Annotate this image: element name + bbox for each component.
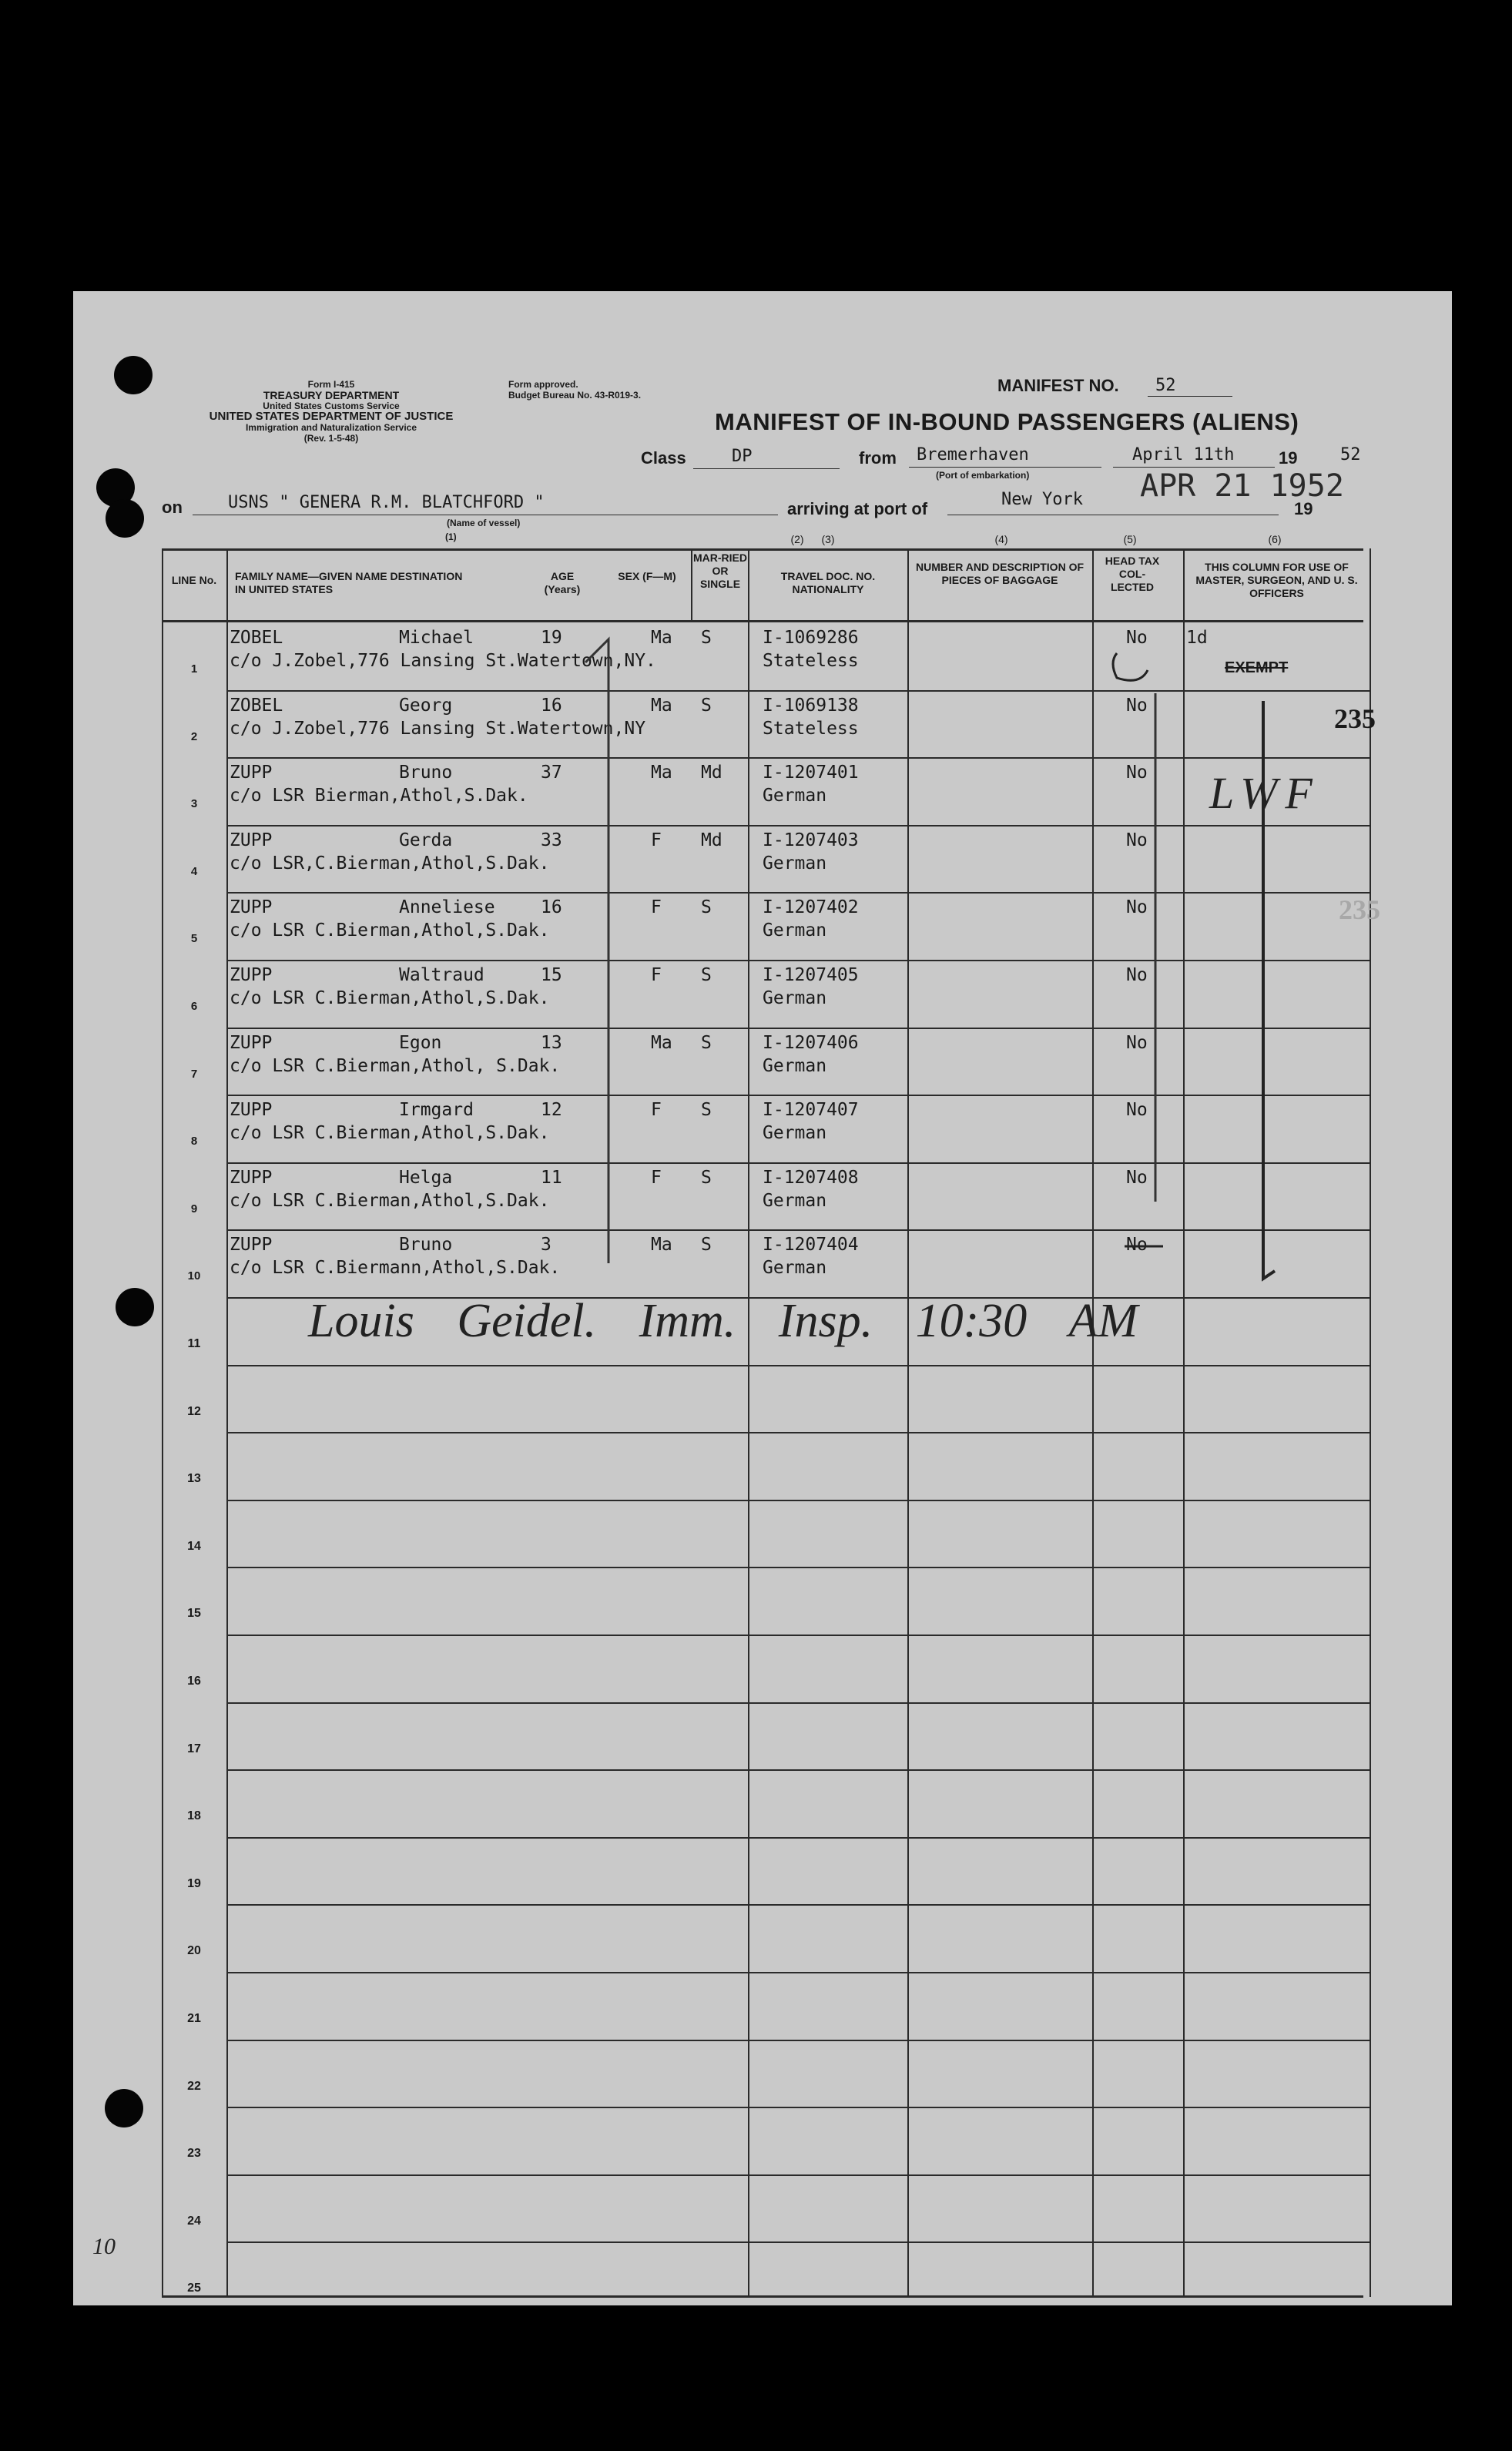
- destination: c/o J.Zobel,776 Lansing St.Watertown,NY.: [230, 651, 656, 671]
- line-number: 13: [187, 1472, 201, 1485]
- travel-doc-no: I-1207406: [763, 1033, 859, 1053]
- vessel-caption: (Name of vessel): [447, 518, 521, 528]
- marital-status: S: [701, 897, 712, 917]
- head-tax: No: [1126, 696, 1148, 716]
- age: 15: [541, 965, 562, 985]
- sex: Ma: [651, 628, 672, 648]
- marital-status: S: [701, 965, 712, 985]
- nationality: German: [763, 920, 827, 940]
- page-title: MANIFEST OF IN-BOUND PASSENGERS (ALIENS): [715, 408, 1299, 435]
- age: 37: [541, 763, 562, 783]
- col-line-no: LINE No.: [171, 574, 217, 586]
- line-number: 2: [190, 730, 198, 743]
- class-value: DP: [732, 447, 753, 466]
- marital-status: Md: [701, 830, 722, 850]
- exempt-stamp: EXEMPT: [1225, 659, 1289, 676]
- class-label: Class: [641, 448, 686, 468]
- on-label: on: [162, 498, 183, 517]
- marital-status: Md: [701, 763, 722, 783]
- travel-doc-no: I-1207405: [763, 965, 859, 985]
- arriving-port: New York: [1001, 490, 1083, 509]
- head-tax: No: [1126, 763, 1148, 783]
- line-number: 11: [187, 1337, 201, 1350]
- officer-note: 1d: [1186, 628, 1208, 648]
- head-tax: No: [1126, 1033, 1148, 1053]
- nationality: German: [763, 786, 827, 806]
- age: 19: [541, 628, 562, 648]
- given-name: Michael: [399, 628, 474, 648]
- line-number: 12: [187, 1405, 201, 1418]
- given-name: Gerda: [399, 830, 453, 850]
- line-number: 10: [187, 1269, 201, 1282]
- col-baggage-num: (4): [994, 533, 1008, 545]
- line-number: 9: [190, 1202, 198, 1215]
- travel-doc-no: I-1207403: [763, 830, 859, 850]
- vessel-name: USNS " GENERA R.M. BLATCHFORD ": [228, 493, 545, 512]
- sex: F: [651, 897, 662, 917]
- budget-bureau: Budget Bureau No. 43-R019-3.: [508, 390, 642, 401]
- family-name: ZUPP: [230, 830, 273, 850]
- family-name: ZOBEL: [230, 696, 283, 716]
- age: 16: [541, 897, 562, 917]
- arriving-label: arriving at port of: [787, 499, 928, 518]
- sex: F: [651, 1100, 662, 1120]
- handwritten-initials: LWF: [1209, 768, 1320, 818]
- head-tax: No: [1126, 897, 1148, 917]
- port-caption: (Port of embarkation): [936, 470, 1030, 481]
- marital-status: S: [701, 1100, 712, 1120]
- sex: F: [651, 830, 662, 850]
- line-number: 21: [187, 2012, 201, 2025]
- col-sex: SEX (F—M): [618, 570, 676, 582]
- line-number: 15: [187, 1607, 201, 1620]
- marital-status: S: [701, 1033, 712, 1053]
- sex: Ma: [651, 1235, 672, 1255]
- line-number: 25: [187, 2282, 201, 2295]
- sex: Ma: [651, 696, 672, 716]
- col-travel: TRAVEL DOC. NO. NATIONALITY: [780, 570, 876, 595]
- form-rev: (Rev. 1-5-48): [303, 433, 359, 444]
- head-tax: No: [1126, 1235, 1148, 1255]
- agency-justice-sub: Immigration and Naturalization Service: [245, 422, 417, 433]
- line-number: 18: [187, 1809, 201, 1822]
- agency-treasury: TREASURY DEPARTMENT: [263, 389, 400, 401]
- age: 33: [541, 830, 562, 850]
- marital-status: S: [701, 1168, 712, 1188]
- destination: c/o LSR C.Bierman,Athol,S.Dak.: [230, 1123, 550, 1143]
- line-number: 22: [187, 2080, 201, 2093]
- nationality: German: [763, 988, 827, 1008]
- travel-doc-no: I-1069286: [763, 628, 859, 648]
- marital-status: S: [701, 696, 712, 716]
- nationality: Stateless: [763, 719, 859, 739]
- year-prefix: 19: [1279, 448, 1298, 468]
- family-name: ZUPP: [230, 1168, 273, 1188]
- travel-doc-no: I-1207402: [763, 897, 859, 917]
- given-name: Egon: [399, 1033, 442, 1053]
- given-name: Bruno: [399, 1235, 453, 1255]
- sex: F: [651, 1168, 662, 1188]
- sex: Ma: [651, 763, 672, 783]
- manifest-no-value: 52: [1155, 376, 1176, 395]
- age: 11: [541, 1168, 562, 1188]
- col-baggage: NUMBER AND DESCRIPTION OF PIECES OF BAGGAGE: [915, 561, 1085, 586]
- col-headtax: HEAD TAX COL-LECTED: [1105, 555, 1160, 593]
- age: 13: [541, 1033, 562, 1053]
- col-married-num: (2): [790, 533, 804, 545]
- travel-doc-no: I-1207408: [763, 1168, 859, 1188]
- line-number: 17: [187, 1742, 201, 1755]
- age: 3: [541, 1235, 551, 1255]
- line-number: 20: [187, 1944, 201, 1957]
- nationality: German: [763, 853, 827, 873]
- nationality: German: [763, 1191, 827, 1211]
- family-name: ZUPP: [230, 763, 273, 783]
- col-name: FAMILY NAME—GIVEN NAME DESTINATION IN UNITED STATES: [235, 570, 463, 595]
- line-number: 23: [187, 2147, 201, 2160]
- form-id: Form I-415: [307, 379, 355, 390]
- sex: Ma: [651, 1033, 672, 1053]
- head-tax: No: [1126, 830, 1148, 850]
- nationality: Stateless: [763, 651, 859, 671]
- family-name: ZUPP: [230, 965, 273, 985]
- marital-status: S: [701, 628, 712, 648]
- line-number: 24: [187, 2215, 201, 2228]
- date-stamp: APR 21 1952: [1140, 468, 1344, 504]
- given-name: Waltraud: [399, 965, 484, 985]
- inspector-signature: Louis Geidel. Imm. Insp. 10:30 AM: [308, 1295, 1138, 1347]
- travel-doc-no: I-1207407: [763, 1100, 859, 1120]
- line-number: 19: [187, 1877, 201, 1890]
- head-tax: No: [1126, 965, 1148, 985]
- approval-note: Form approved.: [508, 379, 578, 390]
- margin-note: 10: [92, 2234, 116, 2259]
- col-officers: THIS COLUMN FOR USE OF MASTER, SURGEON, AND U. S. OFFICERS: [1195, 561, 1358, 599]
- destination: c/o LSR C.Bierman,Athol,S.Dak.: [230, 920, 550, 940]
- destination: c/o LSR Bierman,Athol,S.Dak.: [230, 786, 528, 806]
- travel-doc-no: I-1207404: [763, 1235, 859, 1255]
- given-name: Georg: [399, 696, 453, 716]
- age: 12: [541, 1100, 562, 1120]
- page-count-235: 235: [1334, 703, 1376, 734]
- col-married: MAR-RIED OR SINGLE: [693, 552, 747, 590]
- destination: c/o LSR C.Biermann,Athol,S.Dak.: [230, 1258, 561, 1278]
- destination: c/o LSR C.Bierman,Athol,S.Dak.: [230, 1191, 550, 1211]
- head-tax: No: [1126, 1100, 1148, 1120]
- given-name: Anneliese: [399, 897, 495, 917]
- col-age: AGE (Years): [544, 570, 581, 595]
- line-number: 1: [190, 662, 198, 676]
- marital-status: S: [701, 1235, 712, 1255]
- col-officers-num: (6): [1268, 533, 1282, 545]
- family-name: ZUPP: [230, 1235, 273, 1255]
- head-tax: No: [1126, 1168, 1148, 1188]
- destination: c/o LSR,C.Bierman,Athol,S.Dak.: [230, 853, 550, 873]
- given-name: Bruno: [399, 763, 453, 783]
- line-number: 5: [190, 932, 198, 945]
- travel-doc-no: I-1069138: [763, 696, 859, 716]
- family-name: ZUPP: [230, 897, 273, 917]
- line-number: 16: [187, 1675, 201, 1688]
- manifest-no-label: MANIFEST NO.: [997, 376, 1119, 395]
- agency-treasury-sub: United States Customs Service: [263, 401, 400, 411]
- line-number: 4: [190, 865, 198, 878]
- head-tax: No: [1126, 628, 1148, 648]
- page-count-235-faded: 235: [1339, 894, 1380, 925]
- vessel-colnum: (1): [445, 531, 457, 542]
- line-number: 7: [190, 1068, 198, 1081]
- arriving-year: 19: [1294, 499, 1313, 518]
- line-number: 14: [187, 1540, 201, 1553]
- from-value: Bremerhaven: [917, 445, 1029, 464]
- nationality: German: [763, 1123, 827, 1143]
- family-name: ZOBEL: [230, 628, 283, 648]
- line-number: 3: [190, 797, 198, 810]
- line-number: 8: [190, 1135, 198, 1148]
- given-name: Helga: [399, 1168, 453, 1188]
- col-headtax-num: (5): [1123, 533, 1137, 545]
- destination: c/o J.Zobel,776 Lansing St.Watertown,NY: [230, 719, 646, 739]
- family-name: ZUPP: [230, 1033, 273, 1053]
- col-travel-num: (3): [821, 533, 835, 545]
- nationality: German: [763, 1056, 827, 1076]
- destination: c/o LSR C.Bierman,Athol, S.Dak.: [230, 1056, 561, 1076]
- destination: c/o LSR C.Bierman,Athol,S.Dak.: [230, 988, 550, 1008]
- from-label: from: [859, 448, 897, 468]
- age: 16: [541, 696, 562, 716]
- year-value: 52: [1340, 445, 1361, 464]
- given-name: Irmgard: [399, 1100, 474, 1120]
- travel-doc-no: I-1207401: [763, 763, 859, 783]
- family-name: ZUPP: [230, 1100, 273, 1120]
- agency-justice: UNITED STATES DEPARTMENT OF JUSTICE: [209, 410, 454, 423]
- arrival-date: April 11th: [1132, 445, 1235, 464]
- line-number: 6: [190, 1000, 198, 1013]
- sex: F: [651, 965, 662, 985]
- nationality: German: [763, 1258, 827, 1278]
